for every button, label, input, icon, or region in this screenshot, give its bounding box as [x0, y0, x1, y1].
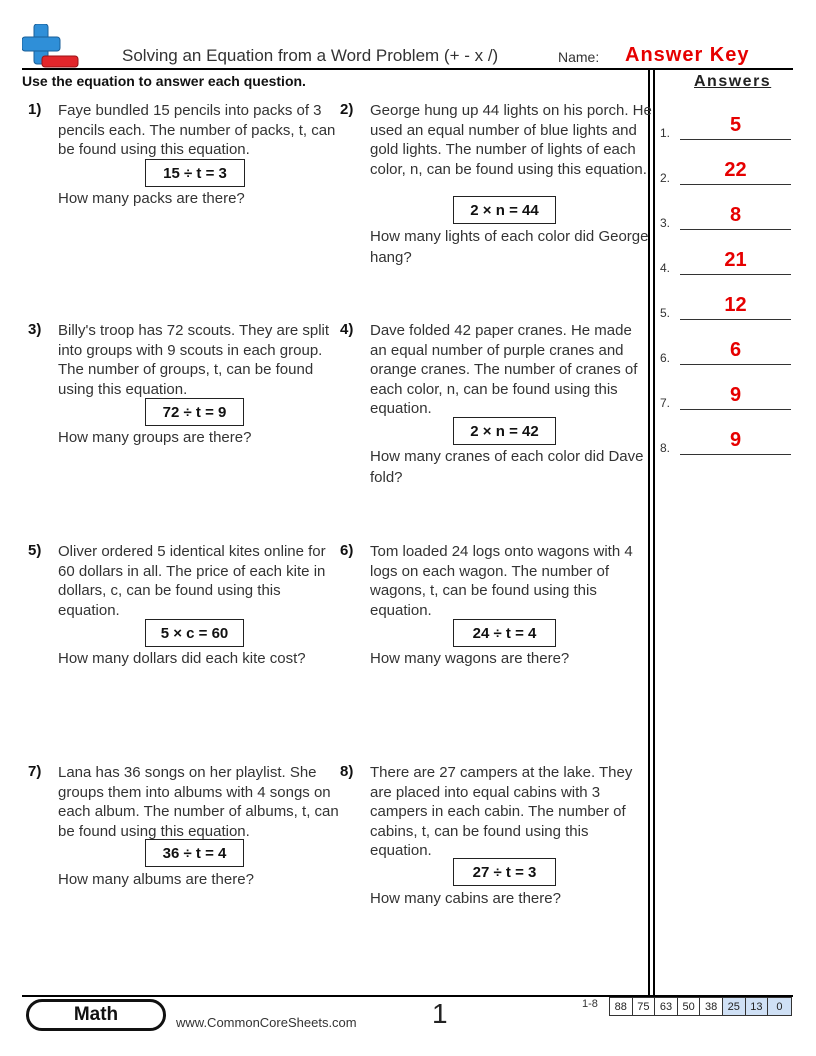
- answer-value: 5: [729, 114, 742, 136]
- equation-box: 72 ÷ t = 9: [145, 398, 244, 426]
- problem-question: How many packs are there?: [58, 190, 245, 207]
- answer-number: 4.: [660, 261, 671, 275]
- problem-number: 1): [28, 101, 42, 118]
- answer-value: 22: [724, 159, 747, 181]
- answer-value: 8: [729, 204, 742, 226]
- problem-number: 5): [28, 542, 42, 559]
- answer-number: 8.: [660, 441, 671, 455]
- answer-value: 9: [729, 384, 742, 406]
- equation-box: 5 × c = 60: [145, 619, 244, 647]
- answer-value: 21: [724, 249, 747, 271]
- score-range-label: 1-8: [582, 998, 598, 1010]
- answer-number: 6.: [660, 351, 671, 365]
- score-cell: 38: [700, 998, 723, 1015]
- answer-line: [680, 409, 791, 410]
- equation-box: 2 × n = 42: [453, 417, 556, 445]
- answer-line: [680, 274, 791, 275]
- answer-key-label: Answer Key: [625, 44, 750, 66]
- problem-number: 6): [340, 542, 354, 559]
- equation-box: 24 ÷ t = 4: [453, 619, 556, 647]
- answer-line: [680, 319, 791, 320]
- score-table: [609, 997, 792, 1016]
- answer-line: [680, 364, 791, 365]
- answer-line: [680, 139, 791, 140]
- answer-row-7: [660, 384, 795, 412]
- problem-question: How many albums are there?: [58, 871, 254, 888]
- problem-number: 7): [28, 763, 42, 780]
- problem-question: How many wagons are there?: [370, 650, 570, 667]
- answer-value: 6: [729, 339, 742, 361]
- answer-number: 2.: [660, 171, 671, 185]
- problem-question: How many dollars did each kite cost?: [58, 650, 306, 667]
- answer-line: [680, 229, 791, 230]
- website-url: www.CommonCoreSheets.com: [176, 1015, 357, 1030]
- header-divider: [22, 68, 793, 70]
- answer-number: 5.: [660, 306, 671, 320]
- answer-number: 3.: [660, 216, 671, 230]
- problem-question: How many lights of each color did George hang?: [370, 228, 649, 266]
- problem-text: There are 27 campers at the lake. They are placed into equal cabins with 3 campers in each cabin. The number of cabins, t, can be found using this equation.: [370, 764, 633, 859]
- problem-text: Faye bundled 15 pencils into packs of 3 pencils each. The number of packs, t, can be found using this equation.: [58, 102, 336, 158]
- answer-row-2: [660, 159, 795, 187]
- problem-question: How many cabins are there?: [370, 890, 561, 907]
- answer-row-6: [660, 339, 795, 367]
- problem-text: Tom loaded 24 logs onto wagons with 4 logs on each wagon. The number of wagons, t, can be found using this equation.: [370, 543, 633, 619]
- plus-minus-logo-icon: [22, 24, 80, 68]
- answer-number: 1.: [660, 126, 671, 140]
- answer-row-4: [660, 249, 795, 277]
- score-cell: 0: [768, 998, 791, 1015]
- problem-text: George hung up 44 lights on his porch. He used an equal number of blue lights and gold lights. The number of lights of each color, n, can be found using this equation.: [370, 102, 652, 178]
- answer-line: [680, 454, 791, 455]
- score-cell: 13: [746, 998, 769, 1015]
- score-cell: 75: [633, 998, 656, 1015]
- answers-heading: Answers: [694, 73, 772, 90]
- page-number: 1: [432, 998, 448, 1029]
- problem-number: 8): [340, 763, 354, 780]
- equation-box: 36 ÷ t = 4: [145, 839, 244, 867]
- score-cell: 88: [610, 998, 633, 1015]
- name-label: Name:: [558, 49, 600, 65]
- equation-box: 2 × n = 44: [453, 196, 556, 224]
- problem-number: 3): [28, 321, 42, 338]
- page-title: Solving an Equation from a Word Problem (+ - x /): [122, 46, 499, 65]
- problem-number: 4): [340, 321, 354, 338]
- answer-value: 9: [729, 429, 742, 451]
- answer-row-3: [660, 204, 795, 232]
- score-cell: 50: [678, 998, 701, 1015]
- equation-box: 27 ÷ t = 3: [453, 858, 556, 886]
- problem-number: 2): [340, 101, 354, 118]
- problem-text: Billy's troop has 72 scouts. They are split into groups with 9 scouts in each group. The number of groups, t, can be found using this equation.: [58, 322, 330, 398]
- answer-number: 7.: [660, 396, 671, 410]
- equation-box: 15 ÷ t = 3: [145, 159, 245, 187]
- problem-question: How many cranes of each color did Dave fold?: [370, 448, 644, 486]
- column-divider: [653, 70, 655, 995]
- answer-row-8: [660, 429, 795, 457]
- problem-text: Lana has 36 songs on her playlist. She groups them into albums with 4 songs on each album. The number of albums, t, can be found using this equation.: [58, 764, 339, 840]
- score-cell: 63: [655, 998, 678, 1015]
- answer-value: 12: [724, 294, 747, 316]
- subject-badge: Math: [26, 999, 166, 1031]
- score-cell: 25: [723, 998, 746, 1015]
- problem-question: How many groups are there?: [58, 429, 252, 446]
- problem-text: Dave folded 42 paper cranes. He made an equal number of purple cranes and orange cranes. The number of cranes of each color, n, can be found using this equation.: [370, 322, 638, 417]
- answer-line: [680, 184, 791, 185]
- answer-row-1: [660, 114, 795, 142]
- answer-row-5: [660, 294, 795, 322]
- instructions: Use the equation to answer each question.: [22, 73, 306, 89]
- problem-text: Oliver ordered 5 identical kites online for 60 dollars in all. The price of each kite in dollars, c, can be found using this equation.: [58, 543, 326, 619]
